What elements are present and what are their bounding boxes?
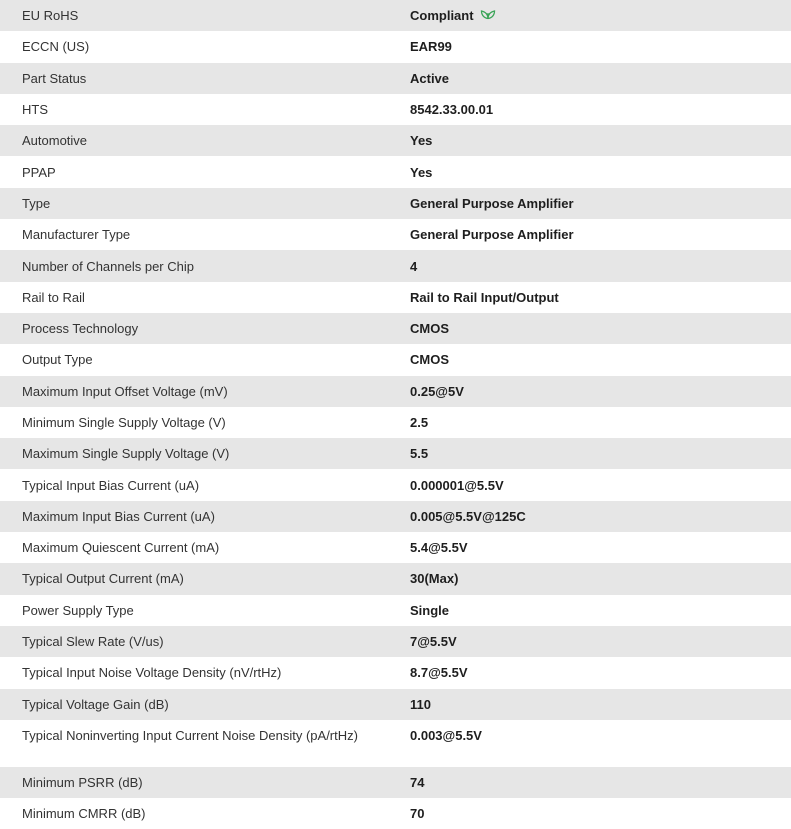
spec-label: Maximum Input Offset Voltage (mV) bbox=[0, 376, 396, 407]
spec-value: 7@5.5V bbox=[396, 626, 791, 657]
spec-value: 110 bbox=[396, 689, 791, 720]
spec-label: Manufacturer Type bbox=[0, 219, 396, 250]
spec-label: Maximum Quiescent Current (mA) bbox=[0, 532, 396, 563]
spec-label: Minimum CMRR (dB) bbox=[0, 798, 396, 829]
leaf-icon bbox=[480, 8, 496, 23]
spec-label: Maximum Single Supply Voltage (V) bbox=[0, 438, 396, 469]
spec-value: 74 bbox=[396, 767, 791, 798]
spec-label: Number of Channels per Chip bbox=[0, 250, 396, 281]
spec-label: PPAP bbox=[0, 156, 396, 187]
spec-label: ECCN (US) bbox=[0, 31, 396, 62]
spec-label: Typical Voltage Gain (dB) bbox=[0, 689, 396, 720]
spec-row-ppap bbox=[0, 156, 791, 187]
spec-row-hts bbox=[0, 94, 791, 125]
spec-label: Automotive bbox=[0, 125, 396, 156]
spec-value: CMOS bbox=[396, 313, 791, 344]
spec-value: 0.000001@5.5V bbox=[396, 469, 791, 500]
spec-row-typ-slew-rate bbox=[0, 626, 791, 657]
spec-label: Minimum Single Supply Voltage (V) bbox=[0, 407, 396, 438]
spec-value: 5.4@5.5V bbox=[396, 532, 791, 563]
spec-row-power-supply-type bbox=[0, 595, 791, 626]
spec-label: Typical Noninverting Input Current Noise Density (pA/rtHz) bbox=[0, 720, 396, 767]
spec-value: Rail to Rail Input/Output bbox=[396, 282, 791, 313]
spec-value: 4 bbox=[396, 250, 791, 281]
spec-row-max-input-bias-current bbox=[0, 501, 791, 532]
spec-value: 2.5 bbox=[396, 407, 791, 438]
spec-row-part-status bbox=[0, 63, 791, 94]
spec-label: Output Type bbox=[0, 344, 396, 375]
spec-row-max-quiescent-current bbox=[0, 532, 791, 563]
spec-row-output-type bbox=[0, 344, 791, 375]
spec-row-max-single-supply-voltage bbox=[0, 438, 791, 469]
spec-label: Maximum Input Bias Current (uA) bbox=[0, 501, 396, 532]
spec-label: Process Technology bbox=[0, 313, 396, 344]
spec-row-min-cmrr bbox=[0, 798, 791, 829]
spec-row-automotive bbox=[0, 125, 791, 156]
spec-row-min-psrr bbox=[0, 767, 791, 798]
spec-label: Rail to Rail bbox=[0, 282, 396, 313]
spec-row-channels bbox=[0, 250, 791, 281]
spec-value bbox=[396, 0, 791, 31]
spec-row-type bbox=[0, 188, 791, 219]
spec-label: Minimum PSRR (dB) bbox=[0, 767, 396, 798]
spec-value: 8542.33.00.01 bbox=[396, 94, 791, 125]
spec-value: Single bbox=[396, 595, 791, 626]
spec-row-process-technology bbox=[0, 313, 791, 344]
spec-value: Active bbox=[396, 63, 791, 94]
spec-label: Typical Slew Rate (V/us) bbox=[0, 626, 396, 657]
spec-value: CMOS bbox=[396, 344, 791, 375]
spec-label: Typical Input Bias Current (uA) bbox=[0, 469, 396, 500]
spec-label: Typical Output Current (mA) bbox=[0, 563, 396, 594]
spec-row-rail-to-rail bbox=[0, 282, 791, 313]
spec-row-typ-noninverting-current-noise-density bbox=[0, 720, 791, 767]
spec-value: 30(Max) bbox=[396, 563, 791, 594]
spec-label: HTS bbox=[0, 94, 396, 125]
spec-value: 0.005@5.5V@125C bbox=[396, 501, 791, 532]
spec-value: Yes bbox=[396, 125, 791, 156]
spec-row-typ-voltage-gain bbox=[0, 689, 791, 720]
spec-value: EAR99 bbox=[396, 31, 791, 62]
spec-label: Type bbox=[0, 188, 396, 219]
spec-row-manufacturer-type bbox=[0, 219, 791, 250]
spec-value: General Purpose Amplifier bbox=[396, 219, 791, 250]
spec-row-typ-input-noise-voltage-density bbox=[0, 657, 791, 688]
spec-row-typ-output-current bbox=[0, 563, 791, 594]
spec-label: Power Supply Type bbox=[0, 595, 396, 626]
spec-row-max-input-offset-voltage bbox=[0, 376, 791, 407]
spec-row-typ-input-bias-current bbox=[0, 469, 791, 500]
spec-label: EU RoHS bbox=[0, 0, 396, 31]
spec-row-eu-rohs bbox=[0, 0, 791, 31]
spec-value: Yes bbox=[396, 156, 791, 187]
spec-value: 0.003@5.5V bbox=[396, 720, 791, 767]
spec-value-text: Compliant bbox=[410, 8, 474, 24]
spec-value: General Purpose Amplifier bbox=[396, 188, 791, 219]
spec-value: 70 bbox=[396, 798, 791, 829]
spec-row-min-single-supply-voltage bbox=[0, 407, 791, 438]
spec-label: Part Status bbox=[0, 63, 396, 94]
spec-label: Typical Input Noise Voltage Density (nV/rtHz) bbox=[0, 657, 396, 688]
spec-value: 8.7@5.5V bbox=[396, 657, 791, 688]
spec-row-eccn bbox=[0, 31, 791, 62]
spec-value: 5.5 bbox=[396, 438, 791, 469]
spec-value: 0.25@5V bbox=[396, 376, 791, 407]
